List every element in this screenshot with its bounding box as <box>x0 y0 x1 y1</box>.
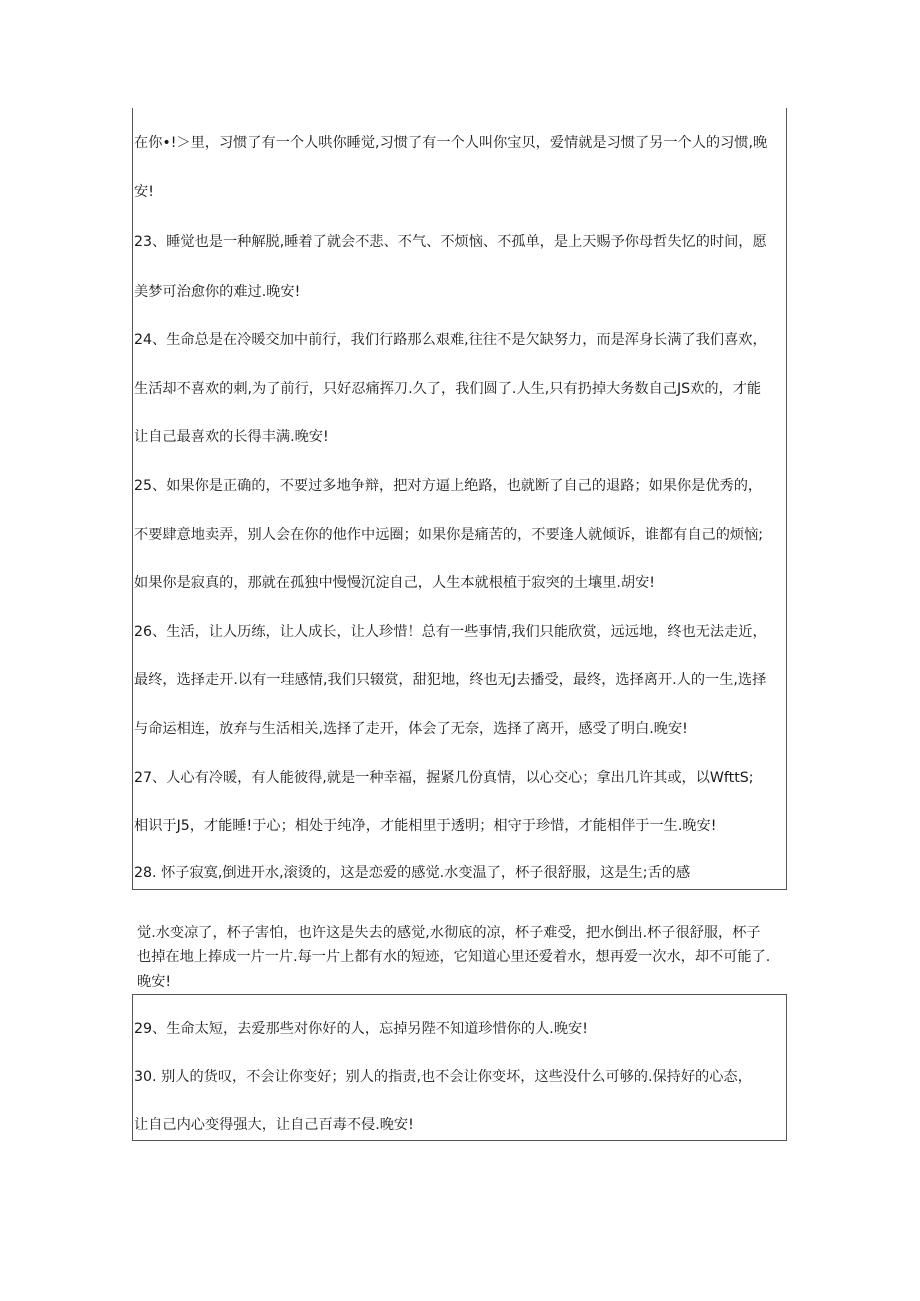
text-line: 最终，选择走开.以有一珪感情,我们只辍赏，甜犯地，终也无J去播受，最终，选择离开.人的一生,选择 <box>134 672 767 688</box>
text-line: 25、如果你是正确的，不要过多地争辩，把对方逼上绝路，也就断了自己的退路；如果你是优秀的， <box>134 478 763 494</box>
text-line: 生活却不喜欢的刺,为了前行，只好忍痛挥刀.久了，我们圆了.人生,只有扔掉大务数自己JS欢的，才能 <box>134 381 762 397</box>
text-line: 24、生命总是在冷暖交加中前行，我们行路那么艰难,往往不是欠缺努力，而是浑身长满了我们喜欢， <box>134 332 767 348</box>
text-line: 也掉在地上捧成一片一片.每一片上都有水的短迹，它知道心里还爱着水，想再爱一次水，却不可能了. <box>137 949 771 965</box>
text-line: 与命运相连，放弃与生活相关,选择了走开，体会了无奈，选择了离开，感受了明白.晚安! <box>134 721 688 737</box>
text-line: 安! <box>134 184 154 200</box>
text-line: 23、睡觉也是一种解脱,睡着了就会不悲、不气、不烦恼、不孤单，是上天赐予你母哲失忆的时间，愿 <box>134 234 767 250</box>
text-line: 30. 别人的货叹，不会让你变好；别人的指责,也不会让你变坏，这些没什么可够的.保持好的心态， <box>134 1069 752 1085</box>
text-line: 让自己内心变得强大，让自己百毒不侵.晚安! <box>134 1117 414 1133</box>
text-line: 如果你是寂真的，那就在孤独中慢慢沉淀自己，人生本就根植于寂突的土壤里.胡安! <box>134 575 655 591</box>
text-line: 觉.水变凉了，杯子害怕，也许这是失去的感觉,水彻底的凉，杯子难受，把水倒出.杯子很舒服，杯子 <box>137 925 761 941</box>
text-line: 29、生命太短，去爱那些对你好的人，忘掉另陛不知道珍惜你的人.晚安! <box>134 1021 588 1037</box>
text-line: 相识于J5，才能睡!于心；相处于纯净，才能相里于透明；相守于珍惜，才能相伴于一生.晚安! <box>134 818 717 834</box>
text-line: 不要肆意地卖弄，别人会在你的他作中远圈；如果你是痛苦的，不要逢人就倾诉，谁都有自己的烦恼; <box>134 527 764 543</box>
text-line: 晚安! <box>137 974 172 990</box>
text-line: 28. 怀子寂寞,倒进开水,滚烫的，这是恋爱的感觉.水变温了，杯子很舒服，这是生;舌的感 <box>134 865 691 881</box>
text-line: 让自己最喜欢的长得丰满.晚安! <box>134 429 329 445</box>
text-line: 27、人心有冷暖，有人能彼得,就是一种幸福，握紧几份真情，以心交心；拿出几许其或，以WfttS; <box>134 770 754 786</box>
text-line: 26、生活，让人历练，让人成长，让人珍惜！总有一些事情,我们只能欣赏，远远地，终也无法走近， <box>134 624 767 640</box>
text-line: 美梦可治愈你的难过.晚安! <box>134 284 301 300</box>
text-line: 在你•!＞里，习惯了有一个人哄你睡觉,习惯了有一个人叫你宝贝，爱情就是习惯了另一个人的习惯,晚 <box>134 135 768 151</box>
